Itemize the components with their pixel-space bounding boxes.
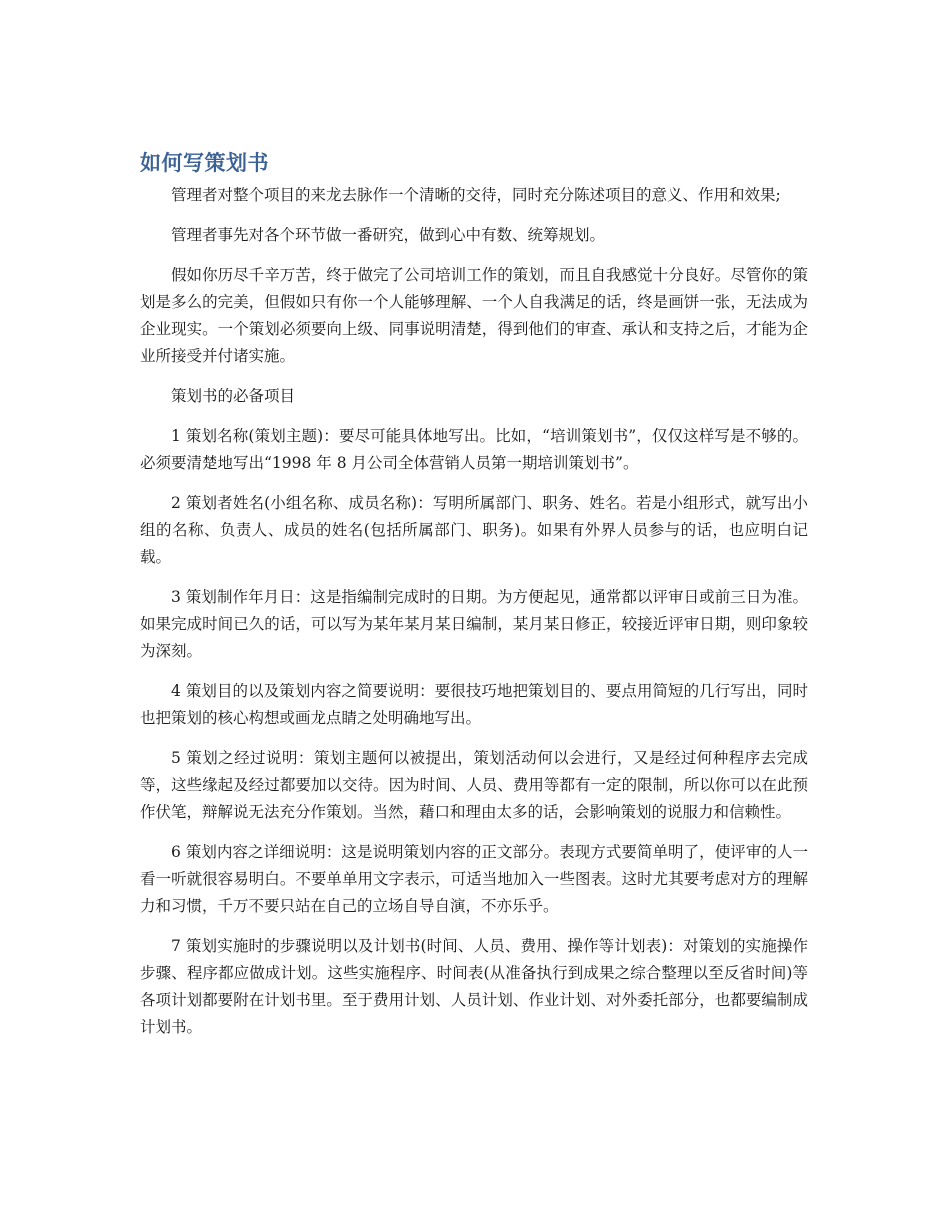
- paragraph-intro-2: 管理者事先对各个环节做一番研究，做到心中有数、统筹规划。: [171, 226, 606, 244]
- document-page: [140, 148, 808, 1054]
- paragraph-item-3: 3 策划制作年月日：这是指编制完成时的日期。为方便起见，通常都以评审日或前三日为准。如果完成时间已久的话，可以写为某年某月某日编制，某月某日修正，较接近评审日期，则印象较为深刻。: [140, 588, 808, 660]
- paragraph-intro-1: 管理者对整个项目的来龙去脉作一个清晰的交待，同时充分陈述项目的意义、作用和效果;: [171, 186, 781, 204]
- paragraph-item-7: 7 策划实施时的步骤说明以及计划书(时间、人员、费用、操作等计划表)：对策划的实施操作步骤、程序都应做成计划。这些实施程序、时间表(从准备执行到成果之综合整理以至反省时间)等各项计划都要附在计划书里。至于费用计划、人员计划、作业计划、对外委托部分，也都要编制成计划书。: [140, 937, 808, 1036]
- section-heading-required-items: 策划书的必备项目: [171, 387, 296, 405]
- paragraph-item-5: 5 策划之经过说明：策划主题何以被提出，策划活动何以会进行，又是经过何种程序去完成等，这些缘起及经过都要加以交待。因为时间、人员、费用等都有一定的限制，所以你可以在此预作伏笔，辩解说无法充分作策划。当然，藉口和理由太多的话，会影响策划的说服力和信赖性。: [140, 749, 808, 821]
- paragraph-item-6: 6 策划内容之详细说明：这是说明策划内容的正文部分。表现方式要简单明了，使评审的人一看一听就很容易明白。不要单单用文字表示，可适当地加入一些图表。这时尤其要考虑对方的理解力和习惯，千万不要只站在自己的立场自导自演，不亦乐乎。: [140, 843, 808, 915]
- paragraph-item-1: 1 策划名称(策划主题)：要尽可能具体地写出。比如，“培训策划书”，仅仅这样写是不够的。必须要清楚地写出“1998 年 8 月公司全体营销人员第一期培训策划书”。: [140, 427, 808, 472]
- paragraph-intro-3: 假如你历尽千辛万苦，终于做完了公司培训工作的策划，而且自我感觉十分良好。尽管你的策划是多么的完美，但假如只有你一个人能够理解、一个人自我满足的话，终是画饼一张，无法成为企业现实。一个策划必须要向上级、同事说明清楚，得到他们的审查、承认和支持之后，才能为企业所接受并付诸实施。: [140, 266, 808, 365]
- paragraph-item-2: 2 策划者姓名(小组名称、成员名称)：写明所属部门、职务、姓名。若是小组形式，就写出小组的名称、负责人、成员的姓名(包括所属部门、职务)。如果有外界人员参与的话，也应明白记载。: [140, 494, 808, 566]
- paragraph-item-4: 4 策划目的以及策划内容之简要说明：要很技巧地把策划目的、要点用简短的几行写出，同时也把策划的核心构想或画龙点睛之处明确地写出。: [140, 682, 808, 727]
- document-title: 如何写策划书: [140, 151, 269, 175]
